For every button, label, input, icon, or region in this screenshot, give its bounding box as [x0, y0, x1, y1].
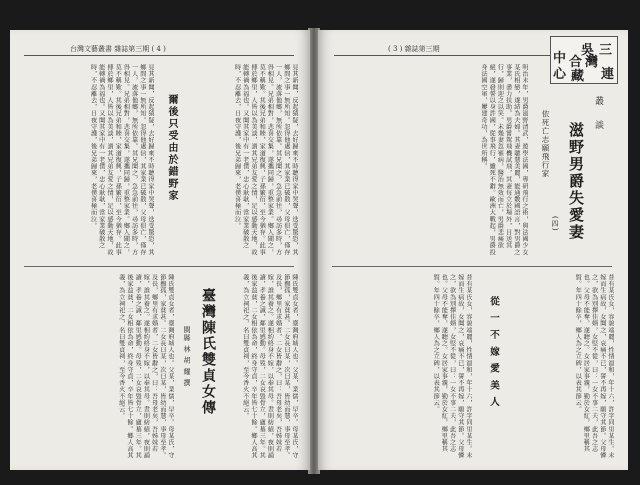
right-page-header: ( 3 ) 雜誌第三期: [388, 45, 440, 53]
right-section-divider: [332, 266, 612, 267]
left-article2-body-left: 陳氏雙貞女者，臺灣府城人也。父某，業儒，早卒。母某氏，守節撫孤，家貧甚。二女長曰某，次曰某，皆幼而慧，事母至孝。及長，鄉里有求婚者，二女皆辭之，曰：吾母老矣，吾姊妹若嫁，誰其養之。遂相約終身不嫁，以奉其母。晝則紡績，夜則誦讀，孝養之誠，鄰里感動。母歿，二女哀毀骨立，廬墓三年。其後家益貧，二女相依為命，終身守貞，卒年皆七十餘。鄉人高其義，為立祠祀之，名曰雙貞祠，至今香火不絕云。: [117, 274, 174, 459]
seal-char: 合: [569, 55, 583, 70]
seal-char: 心: [553, 67, 567, 82]
library-seal-logo: [550, 36, 618, 84]
left-article2-author: 閩縣 林 胡 耀 撰: [183, 326, 191, 387]
right-article2-body-right: 昔有某氏女，容貌端麗，性情溫和，年十六，許字同里某生。未嫁而生病故，女聞之，哀痛不已，誓不再嫁，願守其節。父母憐之，欲為別擇佳婿，女堅不從，曰：一女不事二夫，此吾之志也。父母不能奪，遂聽之。女居家事親，勤於女紅，鄉里稱其賢。年四十餘卒，鄉人為之立碑，以表其節云。: [574, 274, 614, 459]
left-section-divider: [24, 266, 294, 267]
right-section-label: 叢 談: [593, 96, 603, 135]
left-article1-title: 爾後只受由於錯野家: [166, 94, 177, 202]
seal-char: 中: [553, 51, 567, 66]
seal-char: 藏: [571, 69, 585, 84]
seal-char: 灣: [585, 55, 599, 70]
right-article1-subtitle: 依死亡志願飛行家: [541, 110, 550, 178]
left-article1-body-right: 見其新聞，反起猜疑，去好歸來不時聽得家中哭聲，迭受驚恐，其鄉間之事一無所知。忽得他處信，其家業已破散，父母俱亡，僅存一人，流落他鄉，無所依靠。其兄聞之，急急前往，尋訪多時，方得相見。兄弟相對，悲喜交集，遂攜同歸，重整家業。鄉人聞之，莫不稱歎。其後兄弟和睦，家道復興，子孫繁衍，至今猶存。此事傳於鄉里，人皆以為美談，謂其兄弟友愛之情，足以感動天地，故能轉禍為福也。又聞其家中有一老僕，忠心耿耿，當家業破散之時，不忍離去，日夜守護，後兄弟歸來，老僕喜極而泣。: [233, 64, 298, 256]
right-article1-number: (四): [551, 216, 559, 232]
left-page-header: 台灣文藝叢書 雜誌第三期 ( 4 ): [70, 45, 166, 53]
left-article2-body-right: 陳氏雙貞女者，臺灣府城人也。父某，業儒，早卒。母某氏，守節撫孤，家貧甚。二女長曰某，次曰某，皆幼而慧，事母至孝。及長，鄉里有求婚者，二女皆辭之，曰：吾母老矣，吾姊妹若嫁，誰其養之。遂相約終身不嫁，以奉其母。晝則紡績，夜則誦讀，孝養之誠，鄰里感動。母歿，二女哀毀骨立，廬墓三年。其後家益貧，二女相依為命，終身守貞，卒年皆七十餘。鄉人高其義，為立祠祀之，名曰雙貞祠，至今香火不絕云。: [241, 274, 298, 459]
right-article1-title: 滋野男爵失愛妻: [567, 122, 585, 241]
left-article2-title: 臺灣陳氏雙貞女傳: [200, 288, 216, 416]
left-page: [10, 30, 310, 470]
right-header-rule: [334, 55, 554, 56]
seal-char: 連: [601, 67, 615, 82]
left-article1-body-left: 見其新聞，反起猜疑，去好歸來不時聽得家中哭聲，迭受驚恐，其鄉間之事一無所知。忽得他處信，其家業已破散，父母俱亡，僅存一人，流落他鄉，無所依靠。其兄聞之，急急前往，尋訪多時，方得相見。兄弟相對，悲喜交集，遂攜同歸，重整家業。鄉人聞之，莫不稱歎。其後兄弟和睦，家道復興，子孫繁衍，至今猶存。此事傳於鄉里，人皆以為美談，謂其兄弟友愛之情，足以感動天地，故能轉禍為福也。又聞其家中有一老僕，忠心耿耿，當家業破散之時，不忍離去，日夜守護，後兄弟歸來，老僕喜極而泣。: [89, 64, 154, 256]
right-article2-body-left: 昔有某氏女，容貌端麗，性情溫和，年十六，許字同里某生。未嫁而生病故，女聞之，哀痛不已，誓不再嫁，願守其節。父母憐之，欲為別擇佳婿，女堅不從，曰：一女不事二夫，此吾之志也。父母不能奪，遂聽之。女居家事親，勤於女紅，鄉里稱其賢。年四十餘卒，鄉人為之立碑，以表其節云。: [432, 274, 472, 459]
right-article1-body: 明治末年，男爵滋野清武，遊學法國，專研飛行之術，與法國少女某氏相戀，遂結為夫婦。其妻聰慧美麗，能通數國語言，對男爵之事業，盡力扶助。男爵嘗駕飛機試飛，其妻每立於場外，目送其行，歸則迎之以笑。未幾妻忽罹病，醫治無效而亡，男爵悲痛欲絕，遂發誓以身許國，從事飛行，雖死不辭。歐洲大戰起，男爵投身法國空軍，屢建奇功，為世所稱。: [479, 64, 528, 256]
right-article2-title: 從 一 不 嫁 愛 美 人: [488, 296, 499, 409]
seal-char: 吳: [581, 43, 595, 58]
right-page: [318, 30, 628, 470]
seal-char: 三: [599, 43, 613, 58]
left-header-rule: [24, 55, 294, 56]
